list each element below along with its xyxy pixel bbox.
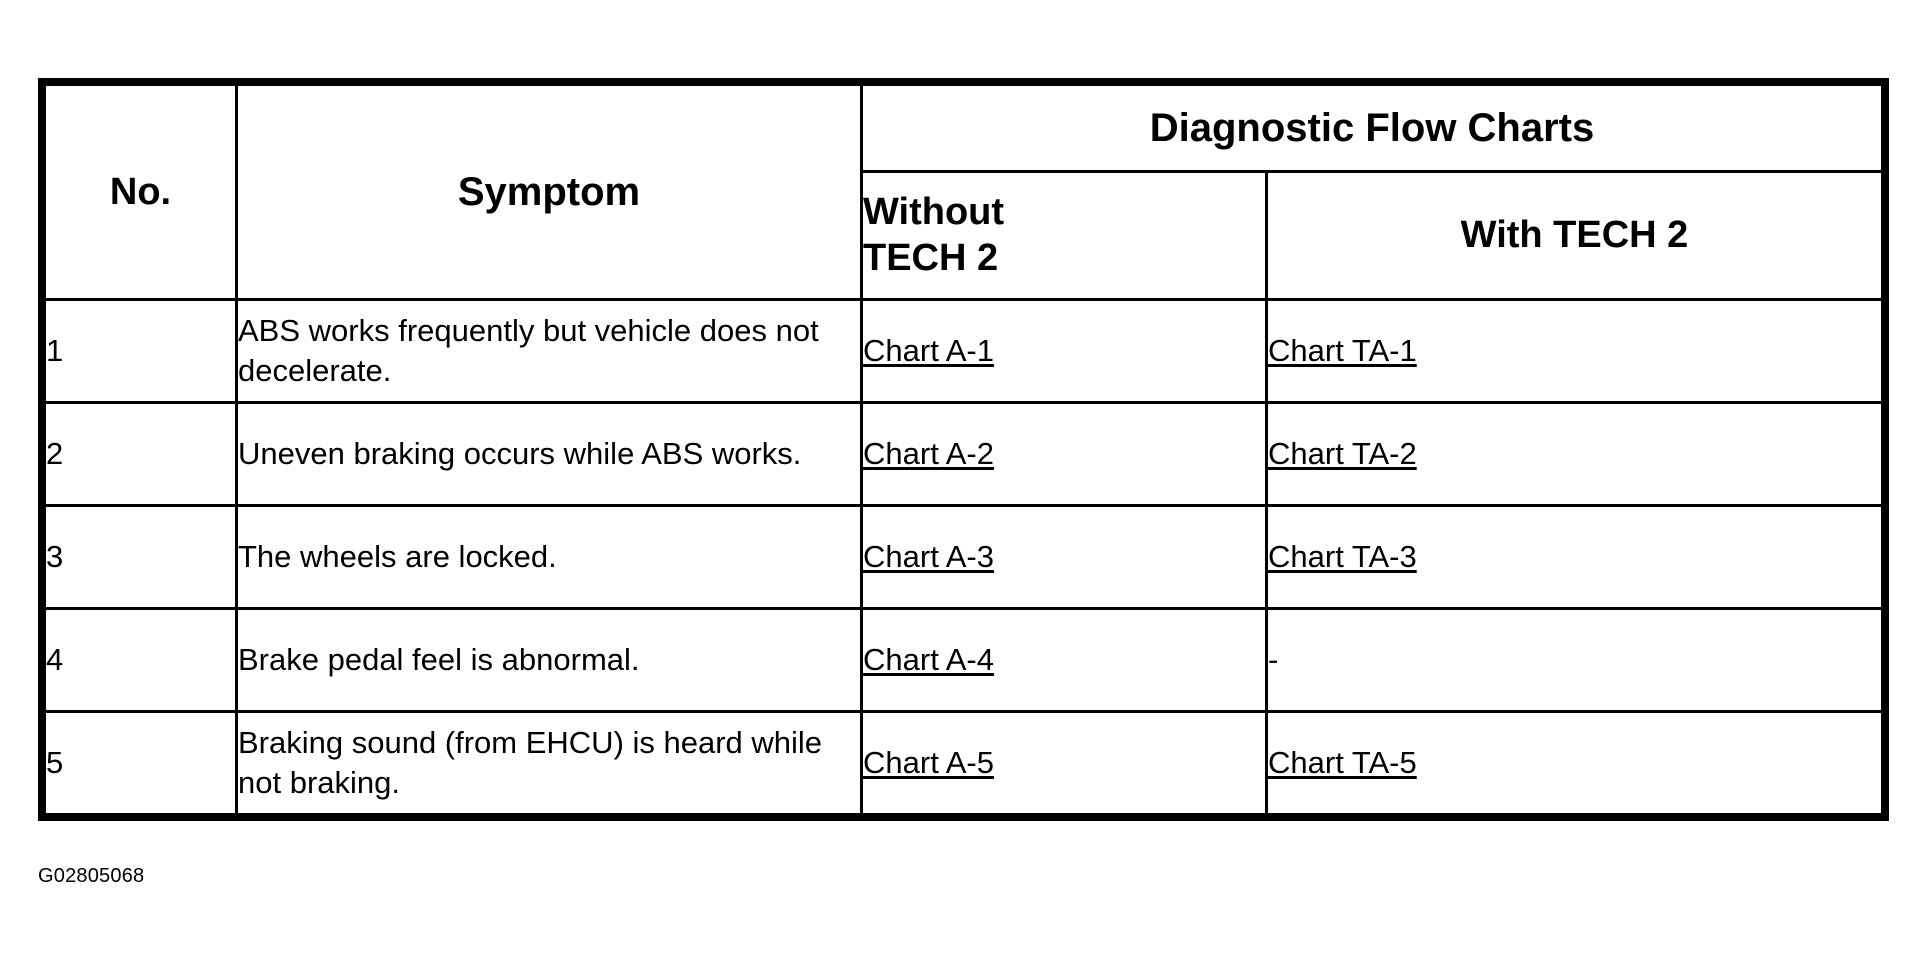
cell-row-number: 3 [45,506,237,609]
header-without-tech2-line1: Without [863,190,1005,233]
cell-without-tech2[interactable] [862,712,1267,815]
chart-link[interactable]: Chart A-5 [863,745,994,780]
table-row [45,609,1883,712]
cell-without-tech2[interactable] [862,300,1267,403]
diagnostic-flow-charts-table-wrapper [38,78,1906,826]
cell-symptom: The wheels are locked. [237,506,862,609]
cell-with-tech2[interactable] [1267,506,1883,609]
chart-link[interactable]: Chart A-2 [863,436,994,471]
header-cell-with-tech2: With TECH 2 [1267,172,1883,300]
cell-row-number: 2 [45,403,237,506]
cell-without-tech2[interactable] [862,403,1267,506]
chart-link[interactable]: Chart TA-5 [1268,745,1417,780]
cell-symptom: Uneven braking occurs while ABS works. [237,403,862,506]
table-header-row-1 [45,85,1883,172]
chart-link[interactable]: Chart TA-3 [1268,539,1417,574]
cell-row-number: 1 [45,300,237,403]
cell-symptom: Braking sound (from EHCU) is heard while not braking. [237,712,862,815]
chart-link[interactable]: Chart A-3 [863,539,994,574]
cell-with-tech2[interactable] [1267,403,1883,506]
chart-link[interactable]: Chart A-4 [863,642,994,677]
header-cell-symptom: Symptom [237,85,862,300]
cell-with-tech2[interactable] [1267,300,1883,403]
figure-id-label: G02805068 [38,865,145,887]
diagnostic-flow-charts-table [43,83,1884,816]
header-cell-diagnostic-flow-charts: Diagnostic Flow Charts [862,85,1883,172]
table-row [45,300,1883,403]
table-row [45,506,1883,609]
header-cell-without-tech2 [862,172,1267,300]
cell-row-number: 5 [45,712,237,815]
table-row [45,712,1883,815]
table-outer-frame [38,78,1889,821]
chart-link[interactable]: Chart A-1 [863,333,994,368]
chart-link[interactable]: Chart TA-2 [1268,436,1417,471]
cell-without-tech2[interactable] [862,506,1267,609]
header-without-tech2-line2: TECH 2 [863,236,999,279]
cell-symptom: ABS works frequently but vehicle does not decelerate. [237,300,862,403]
table-row [45,403,1883,506]
cell-with-tech2 [1267,609,1883,712]
cell-with-tech2[interactable] [1267,712,1883,815]
cell-row-number: 4 [45,609,237,712]
cell-symptom: Brake pedal feel is abnormal. [237,609,862,712]
header-cell-no: No. [45,85,237,300]
value-none: - [1268,642,1279,677]
chart-link[interactable]: Chart TA-1 [1268,333,1417,368]
cell-without-tech2[interactable] [862,609,1267,712]
